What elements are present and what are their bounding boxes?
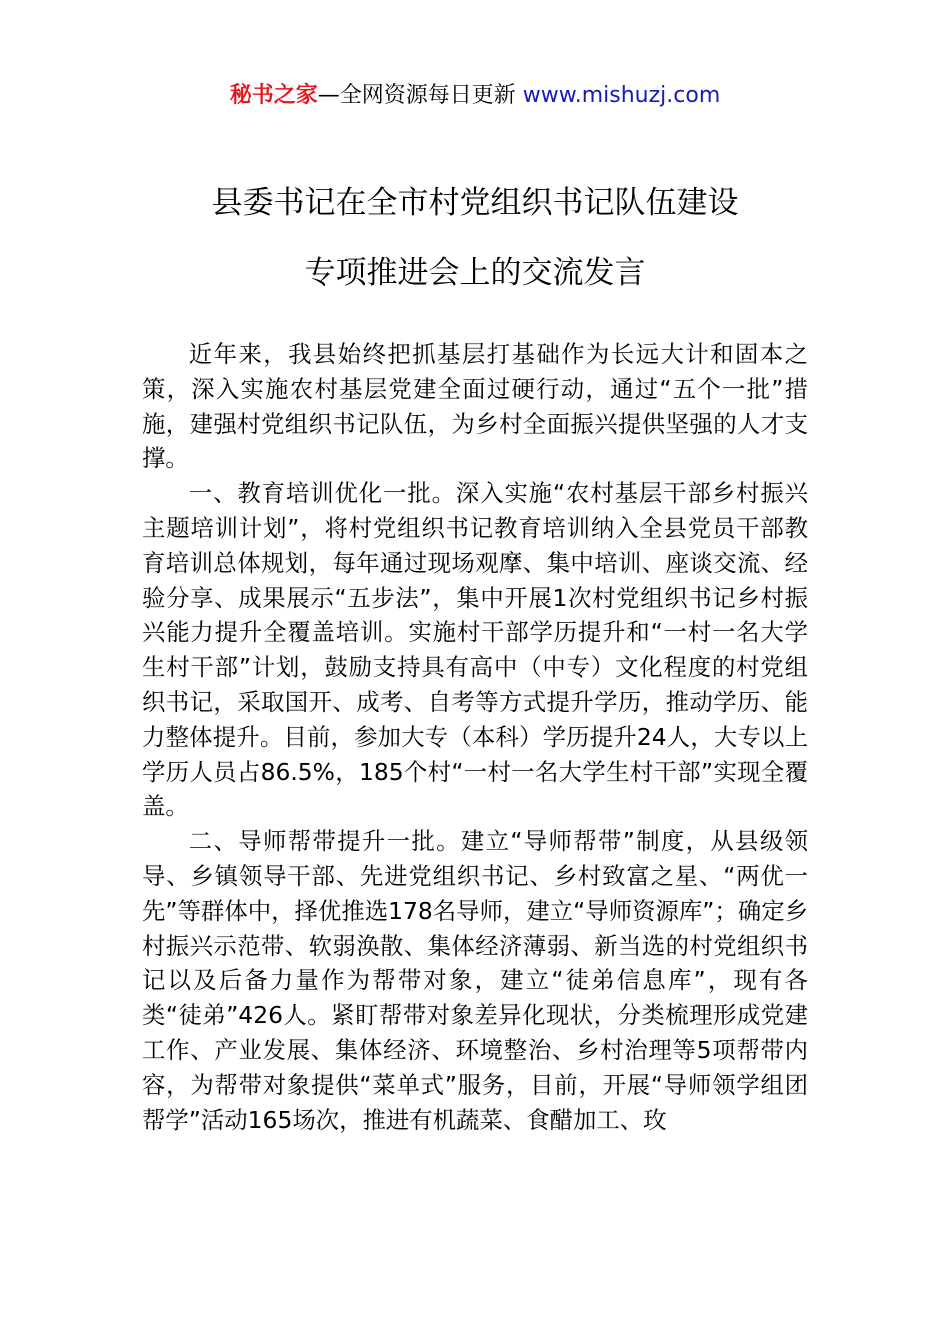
site-brand: 秘书之家 [229, 83, 318, 108]
document-body [142, 337, 808, 1137]
document-title-line-2: 专项推进会上的交流发言 [304, 255, 646, 291]
site-header [0, 80, 950, 112]
paragraph-section-1: 一、教育培训优化一批。深入实施“农村基层干部乡村振兴主题培训计划”，将村党组织书记教育培训纳入全县党员干部教育培训总体规划，每年通过现场观摩、集中培训、座谈交流、经验分享、成果展示“五步法”，集中开展1次村党组织书记乡村振兴能力提升全覆盖培训。实施村干部学历提升和“一村一名大学生村干部”计划，鼓励支持具有高中（中专）文化程度的村党组织书记，采取国开、成考、自考等方式提升学历，推动学历、能力整体提升。目前，参加大专（本科）学历提升24人，大专以上学历人员占86.5%，185个村“一村一名大学生村干部”实现全覆盖。 [142, 479, 808, 821]
paragraph-intro: 近年来，我县始终把抓基层打基础作为长远大计和固本之策，深入实施农村基层党建全面过硬行动，通过“五个一批”措施，建强村党组织书记队伍，为乡村全面振兴提供坚强的人才支撑。 [142, 340, 808, 473]
paragraph-section-2: 二、导师帮带提升一批。建立“导师帮带”制度，从县级领导、乡镇领导干部、先进党组织书记、乡村致富之星、“两优一先”等群体中，择优推选178名导师，建立“导师资源库”；确定乡村振兴示范带、软弱涣散、集体经济薄弱、新当选的村党组织书记以及后备力量作为帮带对象，建立“徒弟信息库”，现有各类“徒弟”426人。紧盯帮带对象差异化现状，分类梳理形成党建工作、产业发展、集体经济、环境整治、乡村治理等5项帮带内容，为帮带对象提供“菜单式”服务，目前，开展“导师领学组团帮学”活动165场次，推进有机蔬菜、食醋加工、玫 [142, 827, 808, 1134]
site-url-link[interactable]: www.mishuzj.com [522, 83, 721, 108]
site-tagline: —全网资源每日更新 [317, 83, 516, 108]
document-title-line-1: 县委书记在全市村党组织书记队伍建设 [211, 185, 739, 221]
